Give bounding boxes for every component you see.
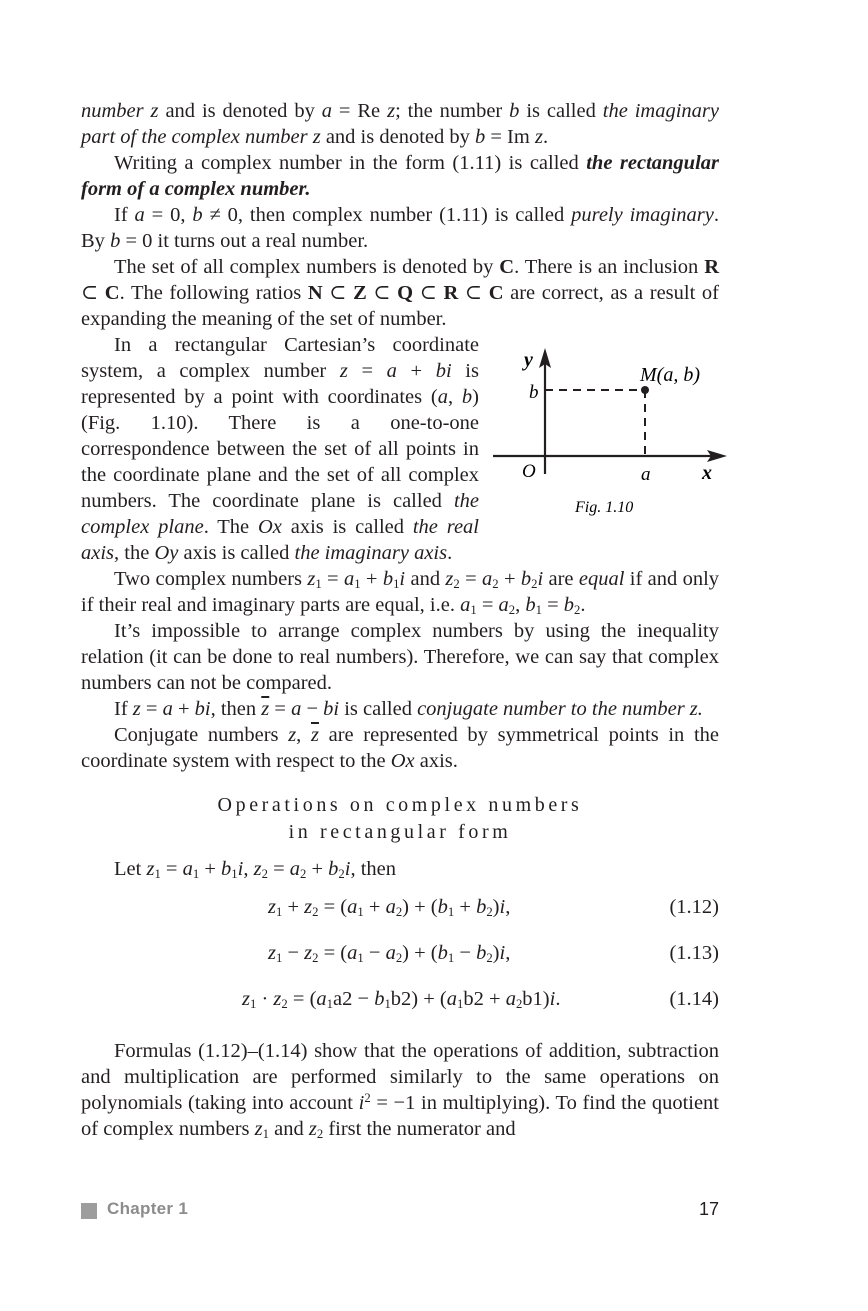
formula-expression: $z_1 \cdot z_2 = (a_1a2 - b_1b2) + (a_1b2 + a_2b1)i$. (242, 988, 561, 1012)
point-m-label: M(a, b) (640, 364, 700, 386)
tick-a-label: a (641, 464, 651, 485)
complex-plane-diagram (493, 336, 729, 526)
chapter-marker-icon (81, 1203, 97, 1219)
formula-number: (1.14) (669, 988, 719, 1010)
figure-caption: Fig. 1.10 (575, 499, 634, 516)
figure-1-10 (493, 336, 729, 526)
section-heading-line-2: in rectangular form (288, 821, 512, 843)
paragraph-rectangular-form: Writing a complex number in the form (1.11) is called the rectangular form of a complex number. (81, 152, 720, 200)
tick-b-label: b (529, 382, 539, 403)
point-m (641, 386, 649, 394)
x-axis-label: x (702, 462, 712, 484)
y-axis-label: y (524, 349, 533, 371)
paragraph-complex-set: The set of all complex numbers is denoted by C. There is an inclusion R ⊂ C. The following ratios N ⊂ Z ⊂ Q ⊂ R ⊂ C are correct, as a result of expanding the meaning of the set of number. (81, 256, 719, 330)
paragraph-equality: Two complex numbers $z_1 = a_1 + b_1i$ and $z_2 = a_2 + b_2i$ are equal if and only if their real and imaginary parts are equal, i.e. $a_1 = a_2$, $b_1 = b_2$. (81, 568, 720, 618)
section-heading-line-1: Operations on complex numbers (217, 794, 583, 816)
paragraph-conjugate-symmetry: Conjugate numbers z, $\overline{z}$ are represented by symmetrical points in the coordinate system with respect to the Ox axis. (81, 724, 720, 772)
paragraph-purely-imaginary: If a = 0, b ≠ 0, then complex number (1.11) is called purely imaginary. By b = 0 it turns out a real number. (81, 204, 720, 252)
paragraph-let: Let $z_1 = a_1 + b_1i$, $z_2 = a_2 + b_2i$, then (114, 858, 397, 882)
formula-1-12 (81, 888, 719, 934)
formula-number: (1.13) (669, 942, 719, 964)
paragraph-cartesian: In a rectangular Cartesian’s coordinate system, a complex number z = a + bi is represented by a point with coordinates (a, b) (Fig. 1.10). There is a one-to-one correspondence between the set of all points in the coordinate plane and the set of all complex numbers. The coordinate plane is called the complex plane. The Ox axis is called the real axis, the Oy axis is called the imaginary axis. (81, 334, 479, 564)
formula-number: (1.12) (669, 896, 719, 918)
chapter-label: Chapter 1 (107, 1199, 189, 1218)
page-number: 17 (698, 1199, 719, 1219)
formula-expression: $z_1 + z_2 = (a_1 + a_2) + (b_1 + b_2)i$, (268, 896, 511, 920)
page-footer (81, 1199, 719, 1225)
formula-expression: $z_1 - z_2 = (a_1 - a_2) + (b_1 - b_2)i$, (268, 942, 511, 966)
page-body (81, 98, 719, 1142)
formula-1-13 (81, 934, 719, 980)
paragraph-imaginary-part: number z and is denoted by a = Re z; the number b is called the imaginary part of the complex number z and is denoted by b = Im z. (81, 100, 719, 148)
origin-label: O (522, 461, 536, 482)
formula-1-14 (81, 980, 719, 1026)
paragraph-operations: Formulas (1.12)–(1.14) show that the operations of addition, subtraction and multiplication are performed similarly to the same operations on polynomials (taking into account $i^2 = -1$ in multiplying). To find the quotient of complex numbers $z_1$ and $z_2$ first the numerator and (81, 1040, 720, 1142)
paragraph-no-ordering: It’s impossible to arrange complex numbers by using the inequality relation (it can be done to real numbers). Therefore, we can say that complex numbers can not be compared. (81, 620, 719, 694)
paragraph-conjugate-def: If z = a + bi, then $\overline{z} = a$ − bi is called conjugate number to the number z. (114, 698, 703, 720)
section-heading (81, 792, 719, 846)
